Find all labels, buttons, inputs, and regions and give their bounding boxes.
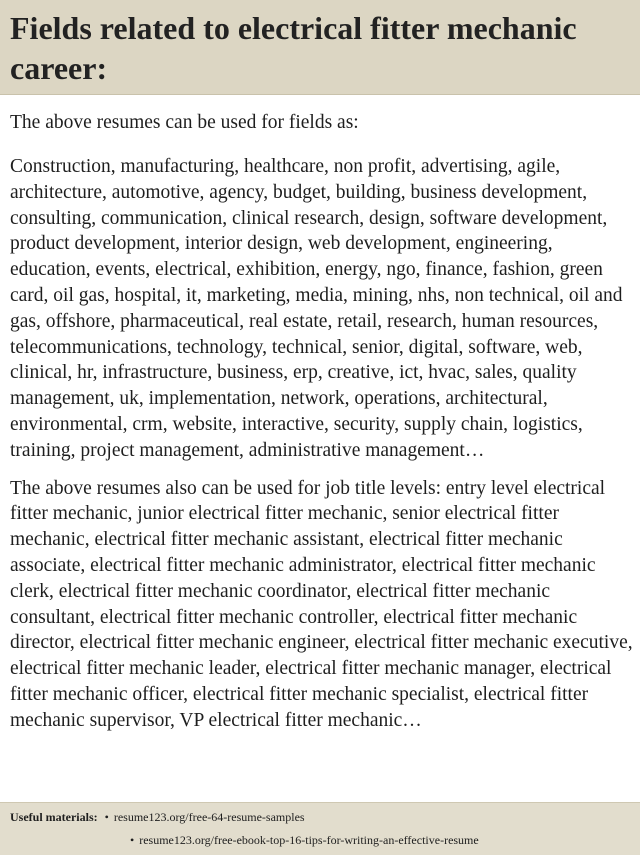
useful-materials-label: Useful materials:	[10, 810, 98, 824]
intro-text: The above resumes can be used for fields as:	[10, 112, 359, 133]
useful-materials-footer	[0, 802, 640, 855]
resource-link[interactable]: resume123.org/free-ebook-top-16-tips-for-writing-an-effective-resume	[139, 833, 479, 847]
page-title: Fields related to electrical fitter mechanic career:	[10, 10, 577, 86]
main-content	[10, 110, 634, 734]
job-levels-paragraph: The above resumes also can be used for job title levels: entry level electrical fitter mechanic, junior electrical fitter mechanic, senior electrical fitter mechanic, electrical fitter mechanic assistant, electrical fitter mechanic associate, electrical fitter mechanic administrator, electrical fitter mechanic clerk, electrical fitter mechanic coordinator, electrical fitter mechanic consultant, electrical fitter mechanic controller, electrical fitter mechanic director, electrical fitter mechanic engineer, electrical fitter mechanic executive, electrical fitter mechanic leader, electrical fitter mechanic manager, electrical fitter mechanic officer, electrical fitter mechanic specialist, electrical fitter mechanic supervisor, VP electrical fitter mechanic…	[10, 477, 633, 731]
title-band	[0, 0, 640, 95]
resource-link[interactable]: resume123.org/free-64-resume-samples	[113, 810, 305, 824]
bullet-icon: •	[104, 810, 109, 824]
fields-paragraph: Construction, manufacturing, healthcare, non profit, advertising, agile, architecture, automotive, agency, budget, building, business development, consulting, communication, clinical research, design, software development, product development, interior design, web development, engineering, education, events, electrical, exhibition, energy, ngo, finance, fashion, green card, oil gas, hospital, it, marketing, media, mining, nhs, non technical, oil and gas, offshore, pharmaceutical, real estate, retail, research, human resources, telecommunications, technology, technical, senior, digital, software, web, clinical, hr, infrastructure, business, erp, creative, ict, hvac, sales, quality management, uk, implementation, network, operations, architectural, environmental, crm, website, interactive, security, supply chain, logistics, training, project management, administrative management…	[10, 156, 623, 461]
bullet-icon: •	[130, 833, 135, 847]
footer-row-1	[10, 810, 305, 825]
footer-row-2	[126, 833, 479, 848]
